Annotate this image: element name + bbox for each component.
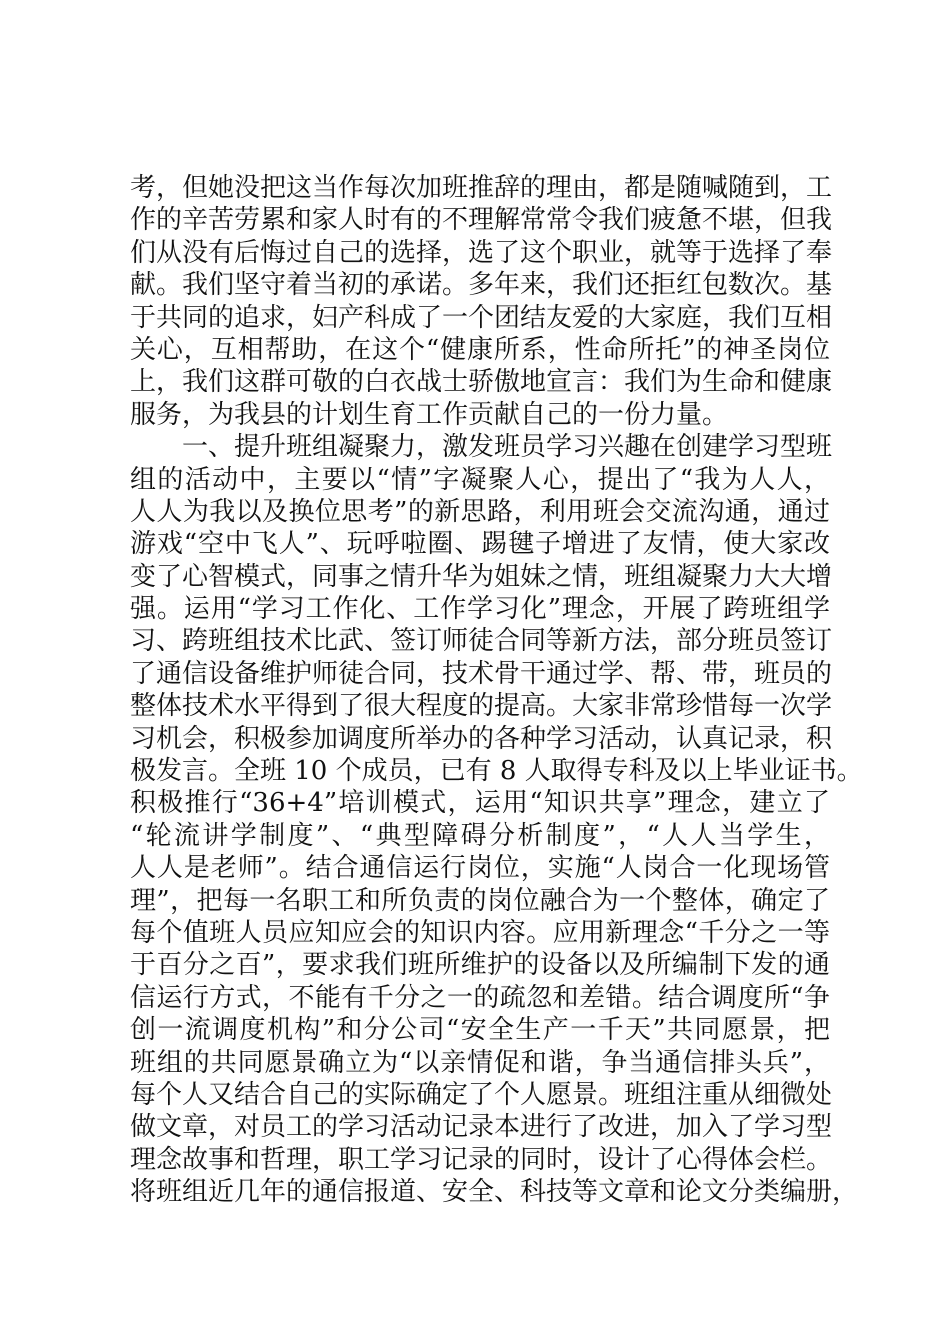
text-line: 考，但她没把这当作每次加班推辞的理由，都是随喊随到，工 xyxy=(130,173,833,203)
text-line: 作的辛苦劳累和家人时有的不理解常常令我们疲惫不堪，但我 xyxy=(130,205,833,236)
text-line: 习机会，积极参加调度所举办的各种学习活动，认真记录，积 xyxy=(130,723,833,754)
text-line: 人人是老师”。结合通信运行岗位，实施“人岗合一化现场管 xyxy=(130,853,830,884)
text-line: 信运行方式，不能有千分之一的疏忽和差错。结合调度所“争 xyxy=(130,982,830,1013)
text-line: 们从没有后悔过自己的选择，选了这个职业，就等于选择了奉 xyxy=(130,237,833,268)
text-line: 了通信设备维护师徒合同，技术骨干通过学、帮、带，班员的 xyxy=(130,658,833,689)
text-line: 每个人又结合自己的实际确定了个人愿景。班组注重从细微处 xyxy=(130,1079,833,1110)
text-line: 强。运用“学习工作化、工作学习化”理念，开展了跨班组学 xyxy=(130,594,830,625)
text-line: 创一流调度机构”和分公司“安全生产一千天”共同愿景，把 xyxy=(130,1015,830,1046)
text-line: 极发言。全班 10 个成员，已有 8 人取得专科及以上毕业证书。 xyxy=(130,756,863,787)
text-line: 游戏“空中飞人”、玩呼啦圈、踢毽子增进了友情，使大家改 xyxy=(130,529,830,560)
text-line: 将班组近几年的通信报道、安全、科技等文章和论文分类编册， xyxy=(130,1177,859,1208)
text-line: 习、跨班组技术比武、签订师徒合同等新方法，部分班员签订 xyxy=(130,626,833,657)
text-line: 每个值班人员应知应会的知识内容。应用新理念“千分之一等 xyxy=(130,917,830,948)
text-line: 积极推行“36+4”培训模式，运用“知识共享”理念，建立了 xyxy=(130,788,830,819)
text-line: 关心，互相帮助，在这个“健康所系，性命所托”的神圣岗位 xyxy=(130,334,830,365)
text-line: 献。我们坚守着当初的承诺。多年来，我们还拒红包数次。基 xyxy=(130,270,833,301)
text-line: 整体技术水平得到了很大程度的提高。大家非常珍惜每一次学 xyxy=(130,691,833,722)
text-line: “轮流讲学制度”、“典型障碍分析制度”，“人人当学生， xyxy=(130,820,830,851)
text-line: 上，我们这群可敬的白衣战士骄傲地宣言：我们为生命和健康 xyxy=(130,367,833,398)
text-line: 一、提升班组凝聚力，激发班员学习兴趣在创建学习型班 xyxy=(130,432,833,463)
text-line: 班组的共同愿景确立为“以亲情促和谐，争当通信排头兵”， xyxy=(130,1047,830,1078)
text-line: 服务，为我县的计划生育工作贡献自己的一份力量。 xyxy=(130,399,729,430)
text-line: 组的活动中，主要以“情”字凝聚人心，提出了“我为人人， xyxy=(130,464,830,495)
text-line: 做文章，对员工的学习活动记录本进行了改进，加入了学习型 xyxy=(130,1112,833,1143)
text-line: 理”，把每一名职工和所负责的岗位融合为一个整体，确定了 xyxy=(130,885,830,916)
text-line: 于百分之百”，要求我们班所维护的设备以及所编制下发的通 xyxy=(130,950,830,981)
text-line: 变了心智模式，同事之情升华为姐妹之情，班组凝聚力大大增 xyxy=(130,561,833,592)
text-line: 人人为我以及换位思考”的新思路，利用班会交流沟通，通过 xyxy=(130,496,830,527)
text-line: 理念故事和哲理，职工学习记录的同时，设计了心得体会栏。 xyxy=(130,1144,833,1175)
paragraph-1 xyxy=(130,172,833,431)
paragraph-2 xyxy=(130,431,863,1208)
text-line: 于共同的追求，妇产科成了一个团结友爱的大家庭，我们互相 xyxy=(130,302,833,333)
body-text xyxy=(130,172,863,1209)
